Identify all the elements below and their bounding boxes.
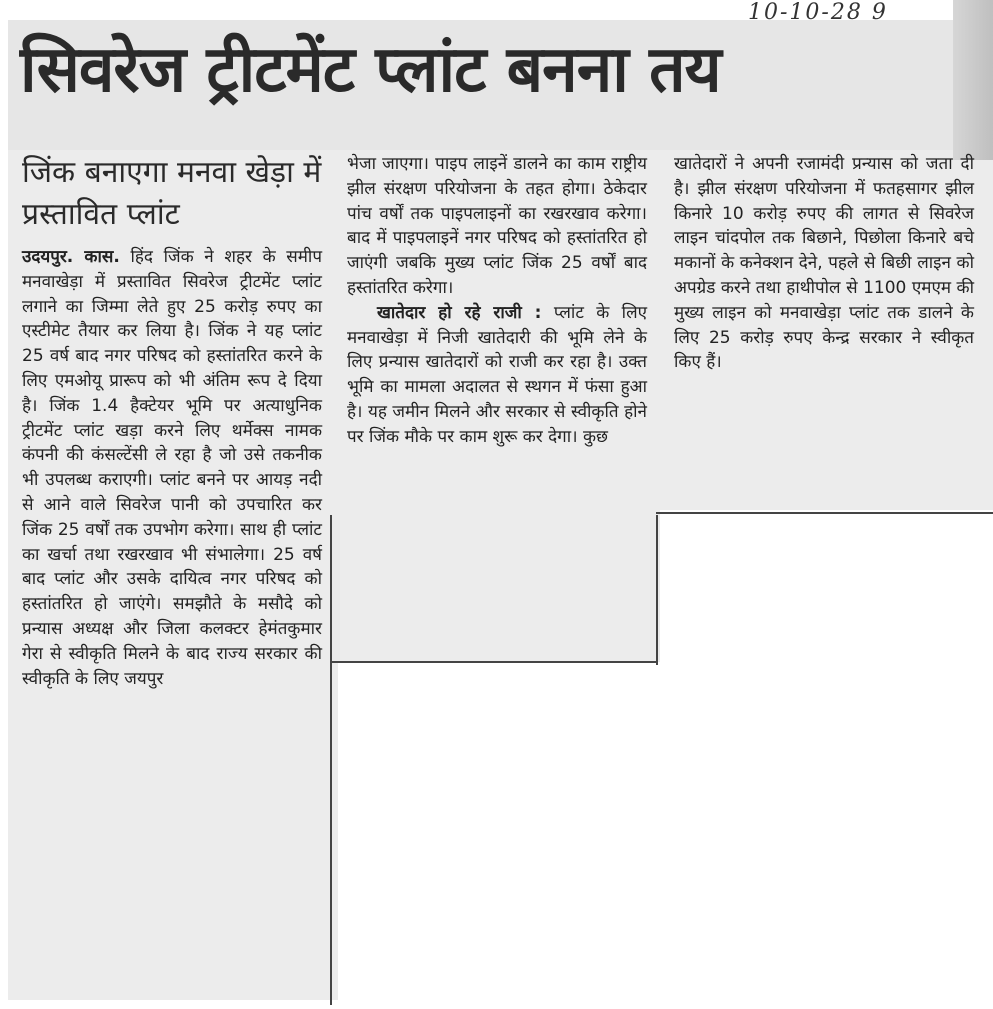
column-divider-2 — [656, 515, 658, 665]
column-2-paragraph-1: भेजा जाएगा। पाइप लाइनें डालने का काम राष्ट्रीय झील संरक्षण परियोजना के तहत होगा। ठेकेदार पांच वर्षों तक पाइपलाइनों का रखरखाव करेगा। बाद में पाइपलाइनें नगर परिषद को हस्तांतरित हो जाएंगी जबकि मुख्य प्लांट जिंक 25 वर्षों बाद हस्तांतरित करेगा। — [347, 154, 647, 298]
clipping-edge-bottom-middle — [330, 661, 658, 663]
headline: सिवरेज ट्रीटमेंट प्लांट बनना तय — [20, 33, 721, 107]
article-column-2 — [347, 152, 647, 450]
section-subheading: खातेदार हो रहे राजी : — [377, 302, 542, 323]
subheadline: जिंक बनाएगा मनवा खेड़ा में प्रस्तावित प्लांट — [22, 155, 322, 232]
dateline: उदयपुर. कास. — [22, 247, 120, 267]
column-1-text: हिंद जिंक ने शहर के समीप मनवाखेड़ा में प्रस्तावित सिवरेज ट्रीटमेंट प्लांट लगाने का जिम्मा लेते हुए 25 करोड़ रुपए का एस्टीमेट तैयार कर लिया है। जिंक ने यह प्लांट 25 वर्ष बाद नगर परिषद को हस्तांतरित करने के लिए एमओयू प्रारूप को भी अंतिम रूप दे दिया है। जिंक 1.4 हैक्टेयर भूमि पर अत्याधुनिक ट्रीटमेंट प्लांट खड़ा करने लिए थर्मेक्स नामक कंपनी की कंसल्टेंसी ले रहा है जो उसे तकनीक भी उपलब्ध कराएगी। प्लांट बनने पर आयड़ नदी से आने वाले सिवरेज पानी को उपचारित कर जिंक 25 वर्षों तक उपभोग करेगा। साथ ही प्लांट का खर्चा तथा रखरखाव भी संभालेगा। 25 वर्ष बाद प्लांट और उसके दायित्व नगर परिषद को हस्तांतरित हो जाएंगे। समझौते के मसौदे को प्रन्यास अध्यक्ष और जिला कलक्टर हेमंतकुमार गेरा से स्वीकृति मिलने के बाद राज्य सरकार की स्वीकृति के लिए जयपुर — [22, 247, 323, 689]
article-column-1 — [22, 245, 322, 691]
column-2-paragraph-2-text: प्लांट के लिए मनवाखेड़ा में निजी खातेदारी की भूमि लेने के लिए प्रन्यास खातेदारों को राजी कर रहा है। उक्त भूमि का मामला अदालत से स्थगन में फंसा हुआ है। यह जमीन मिलने और सरकार से स्वीकृति होने पर जिंक मौके पर काम शुरू कर देगा। कुछ — [347, 302, 648, 447]
column-2-paragraph-2 — [347, 301, 647, 450]
column-divider-1 — [330, 515, 332, 1005]
article-column-3 — [674, 152, 974, 375]
column-3-text: खातेदारों ने अपनी रजामंदी प्रन्यास को जता दी है। झील संरक्षण परियोजना में फतहसागर झील किनारे 10 करोड़ रुपए की लागत से सिवरेज लाइन चांदपोल तक बिछाने, पिछोला किनारे बचे मकानों के कनेक्शन देने, पहले से बिछी लाइन को अपग्रेड करने तथा हाथीपोल से 1100 एमएम की मुख्य लाइन को मनवाखेड़ा प्लांट तक डालने के लिए 25 करोड़ रुपए केन्द्र सरकार ने स्वीकृत किए हैं। — [674, 154, 974, 373]
handwritten-date-stamp: 10-10-28 9 — [748, 0, 888, 25]
clipping-edge-bottom-right — [656, 512, 993, 514]
